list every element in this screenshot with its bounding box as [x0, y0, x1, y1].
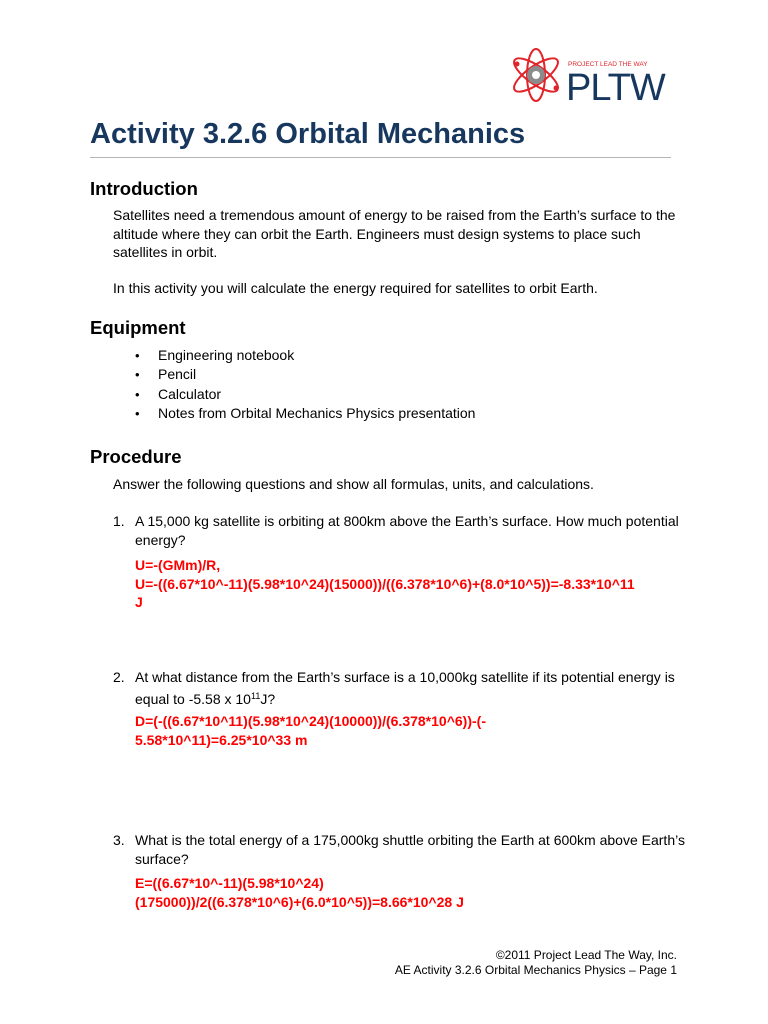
footer-page-label: AE Activity 3.2.6 Orbital Mechanics Physics – Page 1 — [394, 963, 677, 977]
logo-tagline: PROJECT LEAD THE WAY — [568, 61, 648, 68]
equipment-heading: Equipment — [90, 317, 186, 338]
page-title: Activity 3.2.6 Orbital Mechanics — [90, 118, 526, 150]
introduction-paragraph: In this activity you will calculate the energy required for satellites to orbit Earth. — [113, 280, 598, 296]
answer-line: D=(-((6.67*10^11)(5.98*10^24)(10000))/(6.378*10^6))-(- — [135, 713, 486, 729]
logo-wordmark: PLTW — [566, 67, 665, 108]
exponent: 11 — [250, 690, 261, 701]
question-text: At what distance from the Earth’s surface is a 10,000kg satellite if its potential energy is equal to -5.58 x $10^{11}J$? — [135, 669, 675, 707]
answer-line: U=-((6.67*10^-11)(5.98*10^24)(15000))/((6.378*10^6)+(8.0*10^5))=-8.33*10^11 — [135, 575, 635, 592]
question-number: 3. — [113, 832, 125, 848]
electron-dot — [515, 62, 520, 67]
procedure-heading: Procedure — [90, 446, 182, 467]
electron-dot — [554, 86, 559, 91]
answer-line: (175000))/2((6.378*10^6)+(6.0*10^5))=8.66*10^28 J — [135, 893, 464, 910]
gear-icon — [527, 66, 545, 84]
equipment-item: • Notes from Orbital Mechanics Physics presentation — [135, 404, 475, 423]
introduction-heading: Introduction — [90, 178, 198, 199]
question-answer — [135, 712, 486, 749]
equipment-item: • Calculator — [135, 385, 475, 404]
question-number: 1. — [113, 513, 125, 529]
question-text: What is the total energy of a 175,000kg shuttle orbiting the Earth at 600km above Earth’s surface? — [135, 832, 685, 867]
footer — [395, 948, 677, 978]
equipment-item: • Engineering notebook — [135, 346, 475, 365]
pltw-logo — [508, 42, 680, 108]
question-answer — [135, 874, 464, 911]
question-number: 2. — [113, 669, 125, 685]
answer-line: 5.58*10^11)=6.25*10^33 m — [135, 731, 308, 748]
equipment-list — [135, 346, 475, 423]
answer-line: U=-(GMm)/R, — [135, 557, 221, 573]
question-text: A 15,000 kg satellite is orbiting at 800km above the Earth’s surface. How much potential energy? — [135, 513, 679, 548]
introduction-paragraph: Satellites need a tremendous amount of energy to be raised from the Earth’s surface to the altitude where they can orbit the Earth. Engineers must design systems to place such satellites in orbit. — [113, 207, 676, 260]
footer-copyright: ©2011 Project Lead The Way, Inc. — [495, 948, 677, 962]
title-divider — [90, 157, 671, 158]
answer-line: E=((6.67*10^-11)(5.98*10^24) — [135, 875, 324, 891]
procedure-intro: Answer the following questions and show all formulas, units, and calculations. — [113, 476, 594, 492]
equipment-item: • Pencil — [135, 365, 475, 384]
question-answer — [135, 556, 635, 612]
answer-line: J — [135, 594, 143, 610]
